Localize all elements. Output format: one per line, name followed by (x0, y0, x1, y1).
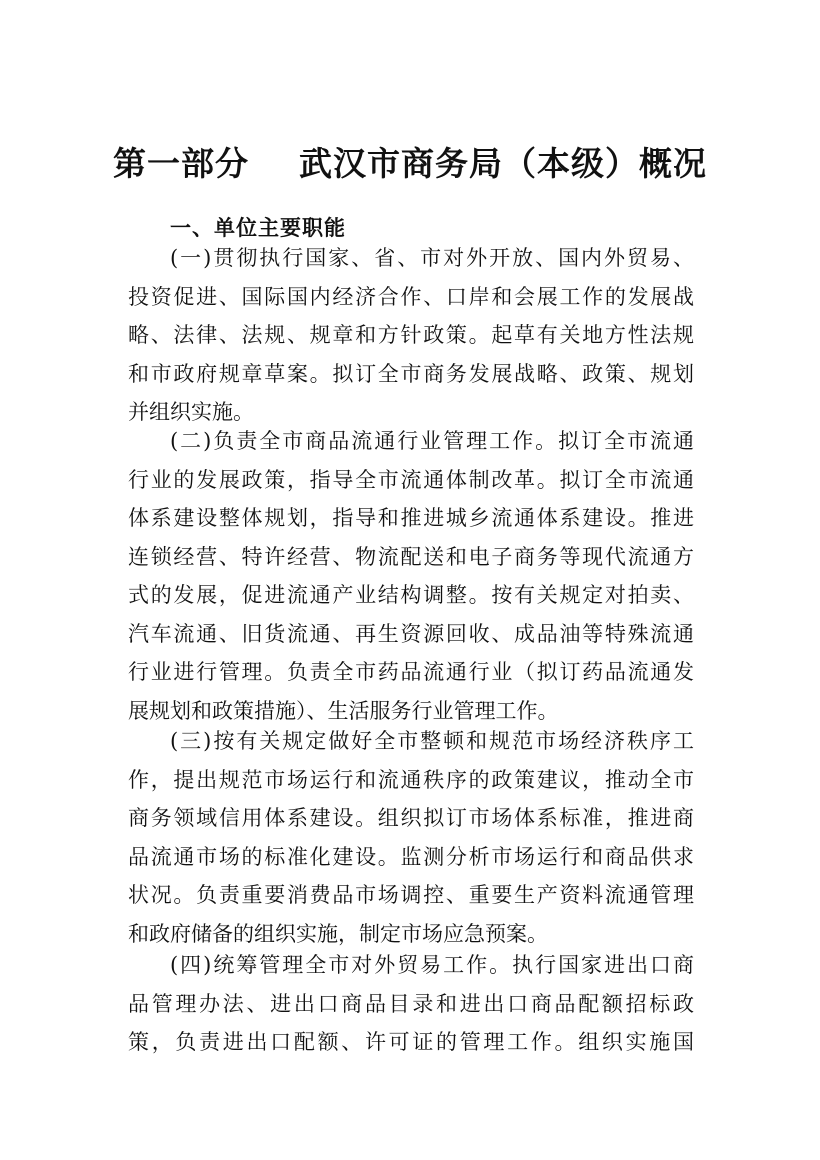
paragraph-line: 体系建设整体规划，指导和推进城乡流通体系建设。推进 (128, 506, 694, 530)
paragraph-line: 策，负责进出口配额、许可证的管理工作。组织实施国 (128, 1030, 694, 1054)
paragraph-line: 并组织实施。 (128, 400, 254, 424)
paragraph-3 (128, 722, 694, 953)
paragraph-line: 作，提出规范市场运行和流通秩序的政策建议，推动全市 (128, 767, 694, 792)
section-heading: 一、单位主要职能 (170, 216, 346, 240)
paragraph-line: 和市政府规章草案。拟订全市商务发展战略、政策、规划 (128, 361, 694, 386)
paragraph-line: 状况。负责重要消费品市场调控、重要生产资料流通管理 (128, 883, 694, 907)
paragraph-line: 品管理办法、进出口商品目录和进出口商品配额招标政 (128, 991, 694, 1016)
paragraph-line: 略、法律、法规、规章和方针政策。起草有关地方性法规 (128, 323, 694, 347)
paragraph-1 (128, 239, 694, 432)
paragraph-line: 汽车流通、旧货流通、再生资源回收、成品油等特殊流通 (128, 621, 694, 646)
paragraph-line: 连锁经营、特许经营、物流配送和电子商务等现代流通方 (128, 544, 694, 569)
paragraph-2 (128, 422, 694, 730)
paragraph-line: (四)统筹管理全市对外贸易工作。执行国家进出口商 (170, 953, 694, 977)
paragraph-line: 行业进行管理。负责全市药品流通行业（拟订药品流通发 (128, 660, 694, 684)
paragraph-line: (二)负责全市商品流通行业管理工作。拟订全市流通 (170, 429, 694, 453)
paragraph-line: 商务领域信用体系建设。组织拟订市场体系标准，推进商 (128, 806, 694, 830)
paragraph-line: 投资促进、国际国内经济合作、口岸和会展工作的发展战 (128, 284, 694, 309)
page-title: 第一部分 武汉市商务局（本级）概况 (113, 144, 707, 183)
paragraph-line: 品流通市场的标准化建设。监测分析市场运行和商品供求 (128, 844, 694, 869)
paragraph-line: 和政府储备的组织实施，制定市场应急预案。 (128, 921, 548, 946)
paragraph-4 (128, 946, 694, 1062)
paragraph-line: (一)贯彻执行国家、省、市对外开放、国内外贸易、 (170, 246, 694, 270)
paragraph-line: 式的发展，促进流通产业结构调整。按有关规定对拍卖、 (128, 583, 694, 607)
paragraph-line: 展规划和政策措施）、生活服务行业管理工作。 (128, 698, 559, 723)
paragraph-line: 行业的发展政策，指导全市流通体制改革。拟订全市流通 (128, 467, 694, 492)
paragraph-line: (三)按有关规定做好全市整顿和规范市场经济秩序工 (170, 729, 694, 753)
